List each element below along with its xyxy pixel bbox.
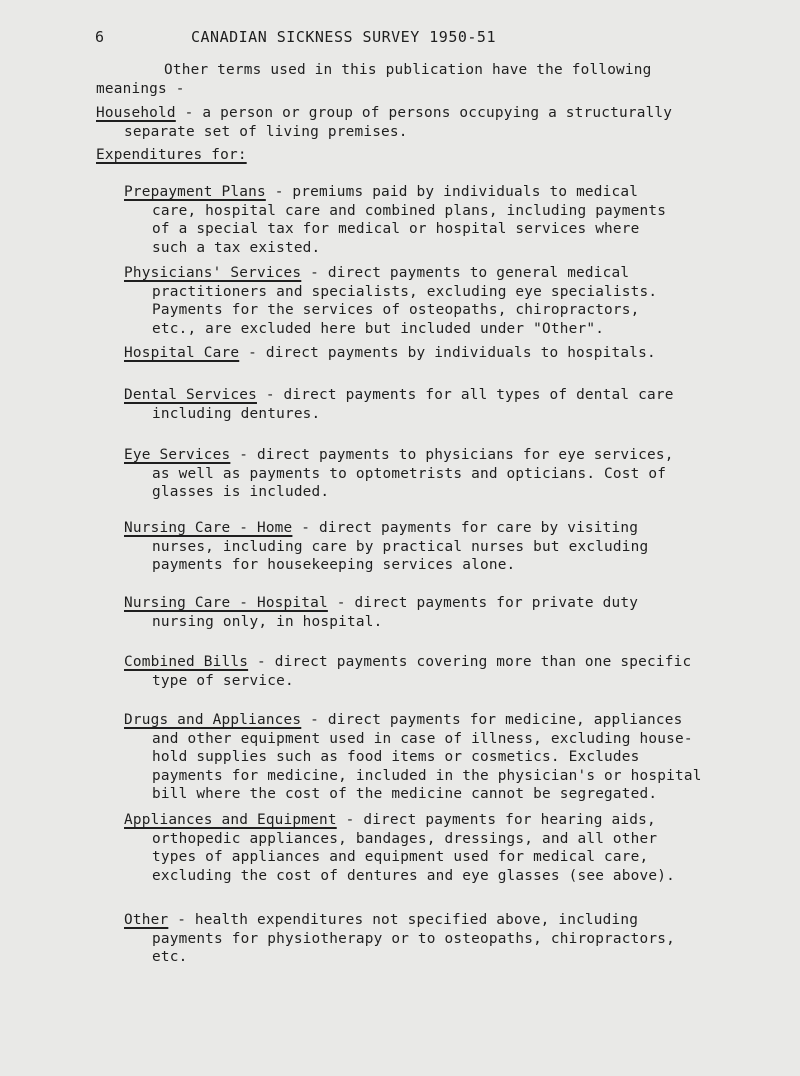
- definition-text: such a tax existed.: [152, 239, 321, 256]
- definition-text: - direct payments for all types of dental care: [256, 387, 674, 403]
- definition-text: including dentures.: [152, 405, 321, 422]
- definition-text: Payments for the services of osteopaths, chiropractors,: [152, 302, 640, 318]
- definition-text: excluding the cost of dentures and eye glasses (see above).: [152, 867, 675, 884]
- definition-text: - direct payments by individuals to hospitals.: [239, 345, 656, 361]
- definition-text: - a person or group of persons occupying a structurally: [175, 105, 673, 121]
- term-nursing-hospital: Nursing Care - Hospital: [124, 595, 328, 611]
- definition-text: etc., are excluded here but included under "Other".: [152, 320, 605, 337]
- page-header: [95, 28, 496, 46]
- expenditures-heading-block: [96, 146, 786, 165]
- term-prepayment: Prepayment Plans: [124, 184, 266, 200]
- definition-household: [96, 104, 786, 141]
- definition-text: payments for housekeeping services alone.: [152, 557, 516, 573]
- term-hospital: Hospital Care: [124, 345, 240, 361]
- term-appliances: Appliances and Equipment: [124, 812, 337, 828]
- definition-drugs: [124, 711, 784, 804]
- term-other: Other: [124, 912, 169, 928]
- term-combined: Combined Bills: [124, 654, 249, 670]
- definition-physicians: [124, 264, 784, 338]
- definition-text: payments for physiotherapy or to osteopaths, chiropractors,: [152, 930, 675, 947]
- term-dental: Dental Services: [124, 387, 257, 403]
- definition-text: - health expenditures not specified above, including: [168, 912, 639, 928]
- intro-line: Other terms used in this publication have the following: [164, 62, 652, 78]
- definition-text: practitioners and specialists, excluding eye specialists.: [152, 283, 658, 300]
- definition-text: types of appliances and equipment used for medical care,: [152, 849, 649, 865]
- definition-text: care, hospital care and combined plans, including payments: [152, 202, 667, 219]
- definition-text: and other equipment used in case of illness, excluding house-: [152, 730, 693, 747]
- definition-hospital: [124, 344, 784, 363]
- definition-other: [124, 911, 784, 967]
- intro-paragraph: [96, 61, 786, 98]
- definition-text: type of service.: [152, 672, 294, 689]
- definition-eye: [124, 446, 784, 502]
- definition-text: etc.: [152, 949, 188, 965]
- term-nursing-home: Nursing Care - Home: [124, 520, 293, 536]
- definition-text: - direct payments for care by visiting: [292, 520, 639, 536]
- definition-text: separate set of living premises.: [124, 123, 408, 140]
- definition-nursing-hospital: [124, 594, 784, 631]
- definition-text: bill where the cost of the medicine cannot be segregated.: [152, 786, 658, 802]
- definition-text: orthopedic appliances, bandages, dressings, and all other: [152, 830, 658, 847]
- expenditures-heading: Expenditures for:: [96, 147, 247, 163]
- definition-nursing-home: [124, 519, 784, 575]
- page-number: 6: [95, 28, 105, 46]
- term-eye: Eye Services: [124, 447, 231, 463]
- definition-text: - direct payments for medicine, appliances: [301, 712, 683, 728]
- definition-prepayment: [124, 183, 784, 257]
- definition-text: glasses is included.: [152, 484, 330, 500]
- term-drugs: Drugs and Appliances: [124, 712, 302, 728]
- running-title: CANADIAN SICKNESS SURVEY 1950-51: [191, 28, 496, 46]
- definition-text: - premiums paid by individuals to medical: [265, 184, 639, 200]
- definition-text: - direct payments to general medical: [301, 265, 630, 281]
- definition-text: - direct payments to physicians for eye services,: [230, 447, 674, 463]
- term-household: Household: [96, 105, 176, 121]
- definition-text: - direct payments covering more than one specific: [248, 654, 692, 670]
- definition-text: - direct payments for private duty: [327, 595, 639, 611]
- definition-text: of a special tax for medical or hospital services where: [152, 221, 640, 237]
- term-physicians: Physicians' Services: [124, 265, 302, 281]
- definition-text: as well as payments to optometrists and opticians. Cost of: [152, 465, 667, 482]
- definition-text: - direct payments for hearing aids,: [336, 812, 656, 828]
- definition-text: payments for medicine, included in the physician's or hospital: [152, 767, 702, 784]
- definition-text: nursing only, in hospital.: [152, 613, 383, 630]
- definition-text: hold supplies such as food items or cosmetics. Excludes: [152, 749, 640, 765]
- definition-appliances: [124, 811, 784, 885]
- definition-text: nurses, including care by practical nurses but excluding: [152, 538, 649, 555]
- definition-combined: [124, 653, 784, 690]
- intro-line: meanings -: [96, 80, 185, 97]
- definition-dental: [124, 386, 784, 423]
